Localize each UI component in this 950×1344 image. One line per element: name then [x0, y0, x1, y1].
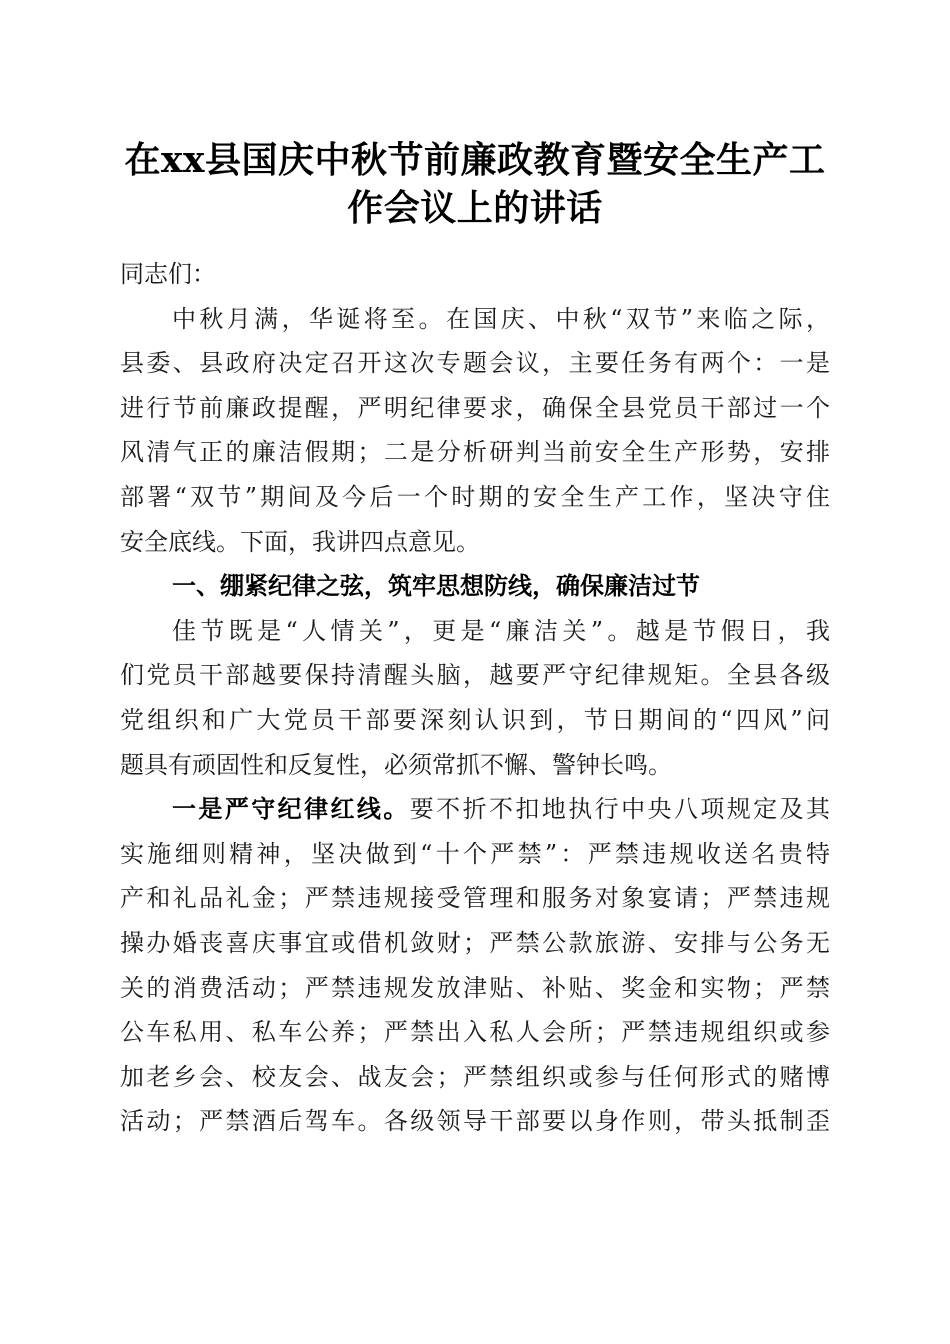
paragraph-line: 安全底线。下面，我讲四点意见。 — [120, 527, 480, 556]
paragraph-line: 公车私用、私车公养；严禁出入私人会所；严禁违规组织或参 — [120, 1018, 830, 1047]
paragraph-line: 加老乡会、校友会、战友会；严禁组织或参与任何形式的赌博 — [120, 1062, 830, 1091]
paragraph-line: 县委、县政府决定召开这次专题会议，主要任务有两个：一是 — [120, 349, 830, 378]
paragraph-line: 产和礼品礼金；严禁违规接受管理和服务对象宴请；严禁违规 — [120, 884, 830, 913]
paragraph-line: 党组织和广大党员干部要深刻认识到，节日期间的“四风”问 — [120, 705, 830, 734]
title-line: 作会议上的讲话 — [347, 187, 603, 229]
paragraph-line: 佳节既是“人情关”，更是“廉洁关”。越是节假日，我 — [172, 616, 830, 645]
paragraph-line: 部署“双节”期间及今后一个时期的安全生产工作，坚决守住 — [120, 482, 830, 511]
paragraph-line — [120, 787, 830, 832]
paragraph-line: 实施细则精神，坚决做到“十个严禁”：严禁违规收送名贵特 — [120, 839, 830, 868]
point-lead-rest: 要不折不扣地执行中央八项规定及其 — [409, 795, 830, 824]
document-title — [100, 136, 850, 232]
paragraph-line: 操办婚丧喜庆事宜或借机敛财；严禁公款旅游、安排与公务无 — [120, 928, 830, 957]
document-body — [120, 252, 830, 1144]
title-line: 在xx县国庆中秋节前廉政教育暨安全生产工 — [124, 139, 826, 181]
paragraph-line: 们党员干部越要保持清醒头脑，越要严守纪律规矩。全县各级 — [120, 661, 830, 690]
paragraph-line: 题具有顽固性和反复性，必须常抓不懈、警钟长鸣。 — [120, 750, 672, 779]
point-lead: 一是严守纪律红线。 — [172, 794, 410, 824]
paragraph-line: 进行节前廉政提醒，严明纪律要求，确保全县党员干部过一个 — [120, 393, 830, 422]
point1-paragraph — [120, 787, 830, 1144]
intro-paragraph — [120, 297, 830, 565]
paragraph-line: 关的消费活动；严禁违规发放津贴、补贴、奖金和实物；严禁 — [120, 973, 830, 1002]
paragraph-line: 风清气正的廉洁假期；二是分析研判当前安全生产形势，安排 — [120, 438, 830, 467]
paragraph-line: 中秋月满，华诞将至。在国庆、中秋“双节”来临之际， — [172, 304, 830, 333]
section-heading: 一、绷紧纪律之弦，筑牢思想防线，确保廉洁过节 — [172, 571, 700, 601]
salutation: 同志们： — [120, 260, 216, 288]
paragraph-line: 活动；严禁酒后驾车。各级领导干部要以身作则，带头抵制歪 — [120, 1107, 830, 1136]
section1-paragraph — [120, 609, 830, 787]
